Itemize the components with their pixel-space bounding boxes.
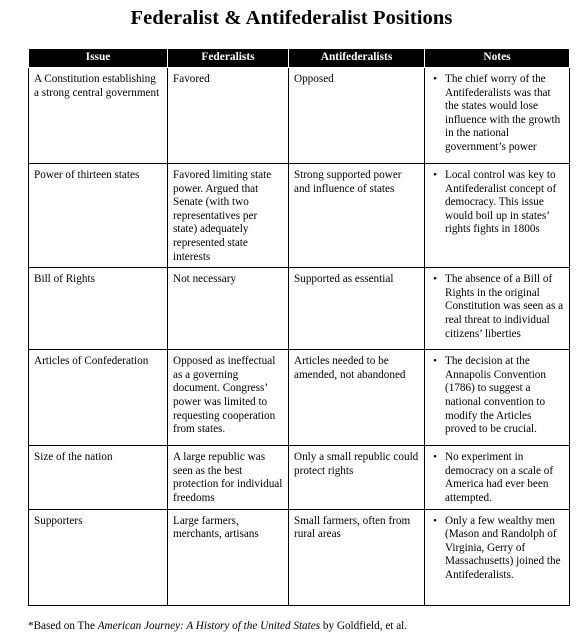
note-text: Only a few wealthy men (Mason and Randolph of Virginia, Gerry of Massachusetts) joined the Antifederalists. — [445, 514, 561, 581]
table-row — [29, 509, 570, 605]
antifederalists-cell: Strong supported power and influence of states — [289, 164, 425, 268]
notes-cell — [425, 268, 570, 350]
table-row — [29, 268, 570, 350]
notes-cell — [425, 68, 570, 164]
footnote-suffix: by Goldfield, et al. — [320, 620, 408, 632]
footnote — [28, 620, 407, 632]
issue-cell: Size of the nation — [29, 446, 168, 509]
table-header-row — [29, 49, 570, 68]
antifederalists-cell: Opposed — [289, 68, 425, 164]
notes-cell — [425, 350, 570, 446]
column-header-antifederalists: Antifederalists — [289, 49, 425, 68]
issue-cell: Bill of Rights — [29, 268, 168, 350]
table-row — [29, 350, 570, 446]
antifederalists-cell: Only a small republic could protect rights — [289, 446, 425, 509]
federalists-cell: Not necessary — [168, 268, 289, 350]
antifederalists-cell: Small farmers, often from rural areas — [289, 509, 425, 605]
federalists-cell: A large republic was seen as the best protection for individual freedoms — [168, 446, 289, 509]
notes-cell — [425, 164, 570, 268]
column-header-federalists: Federalists — [168, 49, 289, 68]
positions-table — [28, 48, 570, 606]
note-text: No experiment in democracy on a scale of America had ever been attempted. — [445, 451, 554, 504]
note-text: The decision at the Annapolis Convention (1786) to suggest a national convention to modify the Articles proved to be crucial. — [445, 355, 546, 436]
issue-cell: Power of thirteen states — [29, 164, 168, 268]
bullet-icon: • — [433, 514, 437, 527]
notes-cell — [425, 446, 570, 509]
note-text: Local control was key to Antifederalist concept of democracy. This issue would boil up in states’ rights fights in 1800s — [445, 169, 557, 236]
federalists-cell: Opposed as ineffectual as a governing document. Congress’ power was limited to requesting cooperation from states. — [168, 350, 289, 446]
issue-cell: Articles of Confederation — [29, 350, 168, 446]
bullet-icon: • — [433, 169, 437, 181]
footnote-book-title: American Journey: A History of the United States — [97, 620, 321, 632]
issue-cell: Supporters — [29, 509, 168, 605]
bullet-icon: • — [433, 73, 437, 85]
table-row — [29, 446, 570, 509]
column-header-issue: Issue — [29, 49, 168, 68]
bullet-icon: • — [433, 451, 437, 464]
federalists-cell: Large farmers, merchants, artisans — [168, 509, 289, 605]
bullet-icon: • — [433, 273, 437, 286]
note-text: The chief worry of the Antifederalists was that the states would lose influence with the growth in the national government’s power — [445, 73, 561, 153]
federalists-cell: Favored — [168, 68, 289, 164]
notes-cell — [425, 509, 570, 605]
bullet-icon: • — [433, 355, 437, 368]
table-row — [29, 164, 570, 268]
note-text: The absence of a Bill of Rights in the original Constitution was seen as a real threat to individual citizens’ liberties — [445, 273, 564, 340]
federalists-cell: Favored limiting state power. Argued that Senate (with two representatives per state) adequately represented state interests — [168, 164, 289, 268]
column-header-notes: Notes — [425, 49, 570, 68]
footnote-prefix: *Based on The — [28, 620, 98, 632]
table-row — [29, 68, 570, 164]
antifederalists-cell: Supported as essential — [289, 268, 425, 350]
page-title: Federalist & Antifederalist Positions — [130, 7, 453, 29]
issue-cell: A Constitution establishing a strong central government — [29, 68, 168, 164]
antifederalists-cell: Articles needed to be amended, not abandoned — [289, 350, 425, 446]
